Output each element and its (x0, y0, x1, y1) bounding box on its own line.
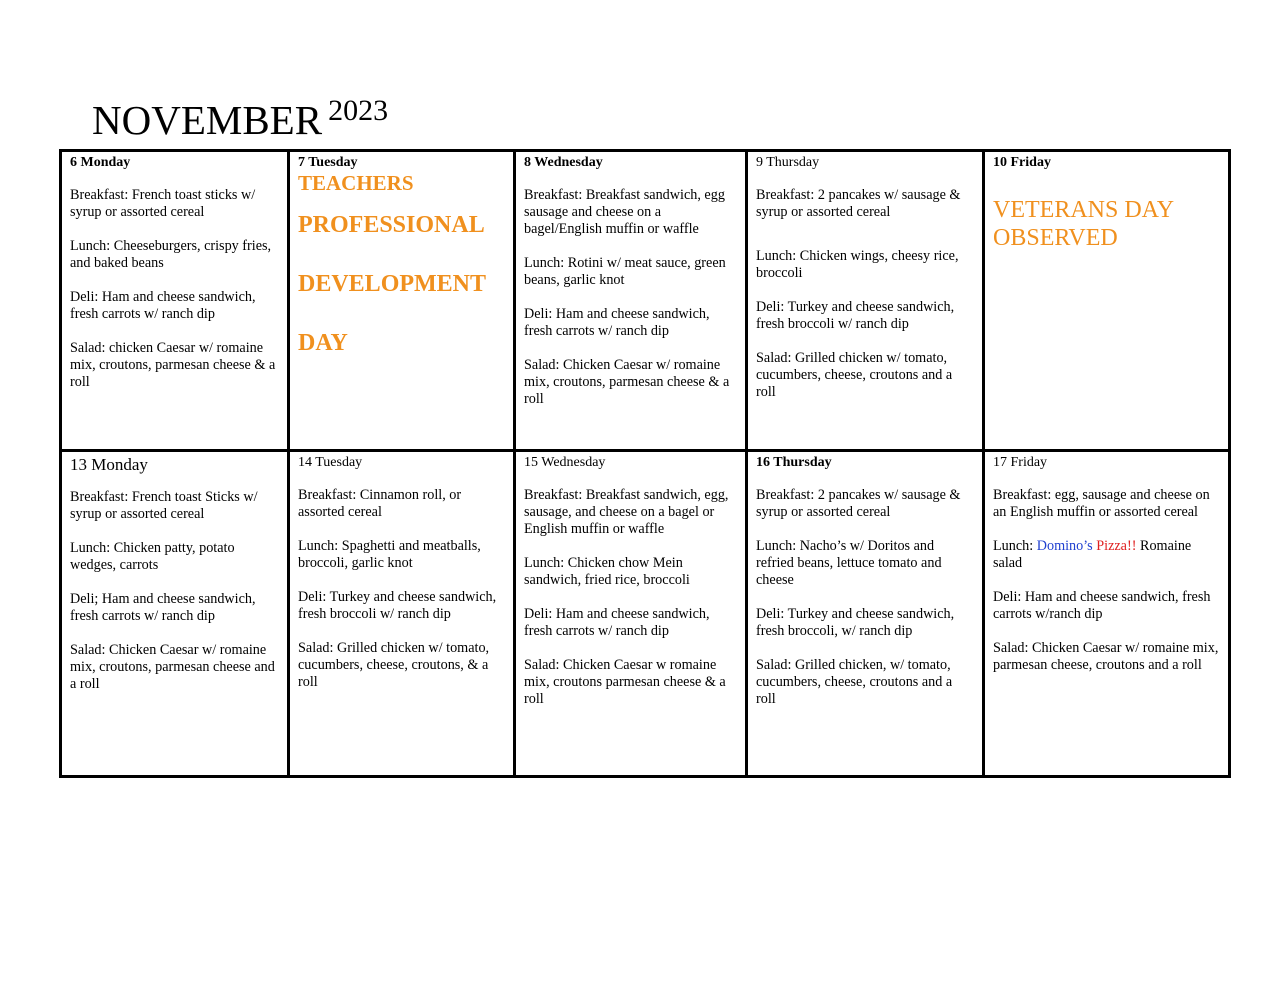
lunch-item (993, 538, 1220, 572)
dominos-label: Domino’s (1036, 538, 1093, 554)
breakfast-item: Breakfast: Cinnamon roll, or assorted cereal (298, 487, 462, 520)
event-line: VETERANS DAY (993, 197, 1175, 223)
veterans-day-notice (993, 196, 1220, 252)
week-row (61, 151, 1230, 451)
day-cell-6 (61, 151, 289, 451)
breakfast-item: Breakfast: egg, sausage and cheese on an English muffin or assorted cereal (993, 487, 1210, 520)
day-cell-16 (747, 451, 984, 777)
day-cell-8 (515, 151, 747, 451)
pizza-label: Pizza!! (1096, 538, 1137, 554)
day-header: 13 Monday (70, 455, 148, 474)
lunch-item: Lunch: Chicken patty, potato wedges, carrots (70, 540, 235, 573)
page-title (92, 94, 389, 143)
day-header: 9 Thursday (756, 155, 820, 170)
day-header: 14 Tuesday (298, 455, 363, 470)
salad-item: Salad: Grilled chicken w/ tomato, cucumbers, cheese, croutons, & a roll (298, 640, 490, 690)
week-row (61, 451, 1230, 777)
deli-item: Deli: Turkey and cheese sandwich, fresh broccoli, w/ ranch dip (756, 606, 955, 639)
breakfast-item: Breakfast: French toast sticks w/ syrup or assorted cereal (70, 187, 256, 220)
day-header: 17 Friday (993, 455, 1048, 470)
salad-item: Salad: Chicken Caesar w/ romaine mix, croutons, parmesan cheese & a roll (524, 357, 730, 407)
professional-development-notice (298, 172, 505, 357)
day-cell-9 (747, 151, 984, 451)
deli-item: Deli: Ham and cheese sandwich, fresh carrots w/ranch dip (993, 589, 1211, 622)
event-line: DEVELOPMENT (298, 271, 487, 297)
day-cell-13 (61, 451, 289, 777)
salad-item: Salad: chicken Caesar w/ romaine mix, croutons, parmesan cheese & a roll (70, 340, 276, 390)
breakfast-item: Breakfast: 2 pancakes w/ sausage & syrup or assorted cereal (756, 487, 961, 520)
salad-item: Salad: Chicken Caesar w/ romaine mix, parmesan cheese, croutons and a roll (993, 640, 1219, 673)
lunch-item: Lunch: Nacho’s w/ Doritos and refried beans, lettuce tomato and cheese (756, 538, 942, 588)
salad-item: Salad: Grilled chicken w/ tomato, cucumbers, cheese, croutons and a roll (756, 350, 953, 400)
salad-item: Salad: Chicken Caesar w romaine mix, croutons parmesan cheese & a roll (524, 657, 726, 707)
lunch-item: Lunch: Spaghetti and meatballs, broccoli, garlic knot (298, 538, 481, 571)
title-month: NOVEMBER (92, 97, 323, 143)
event-line: DAY (298, 330, 348, 356)
deli-item: Deli: Turkey and cheese sandwich, fresh broccoli w/ ranch dip (756, 299, 955, 332)
event-line: PROFESSIONAL (298, 212, 485, 238)
deli-item: Deli; Ham and cheese sandwich, fresh carrots w/ ranch dip (70, 591, 256, 624)
salad-item: Salad: Grilled chicken, w/ tomato, cucumbers, cheese, croutons and a roll (756, 657, 953, 707)
day-header: 8 Wednesday (524, 155, 603, 170)
breakfast-item: Breakfast: Breakfast sandwich, egg sausage and cheese on a bagel/English muffin or waffle (524, 187, 725, 237)
day-cell-15 (515, 451, 747, 777)
event-line: TEACHERS (298, 171, 414, 195)
day-cell-14 (289, 451, 515, 777)
deli-item: Deli: Ham and cheese sandwich, fresh carrots w/ ranch dip (524, 306, 710, 339)
lunch-item: Lunch: Rotini w/ meat sauce, green beans, garlic knot (524, 255, 726, 288)
lunch-item: Lunch: Chicken chow Mein sandwich, fried rice, broccoli (524, 555, 690, 588)
breakfast-item: Breakfast: Breakfast sandwich, egg, sausage, and cheese on a bagel or English muffin or waffle (524, 487, 729, 537)
day-cell-17 (984, 451, 1230, 777)
day-header: 15 Wednesday (524, 455, 606, 470)
deli-item: Deli: Ham and cheese sandwich, fresh carrots w/ ranch dip (70, 289, 256, 322)
day-header: 7 Tuesday (298, 155, 358, 170)
lunch-prefix: Lunch: (993, 538, 1037, 554)
lunch-item: Lunch: Cheeseburgers, crispy fries, and baked beans (70, 238, 272, 271)
day-cell-10 (984, 151, 1230, 451)
breakfast-item: Breakfast: French toast Sticks w/ syrup or assorted cereal (70, 489, 258, 522)
salad-item: Salad: Chicken Caesar w/ romaine mix, croutons, parmesan cheese and a roll (70, 642, 275, 692)
day-cell-7 (289, 151, 515, 451)
title-year: 2023 (328, 94, 389, 127)
breakfast-item: Breakfast: 2 pancakes w/ sausage & syrup or assorted cereal (756, 187, 961, 220)
day-header: 16 Thursday (756, 455, 832, 470)
day-header: 6 Monday (70, 155, 131, 170)
event-line: OBSERVED (993, 225, 1118, 251)
lunch-item: Lunch: Chicken wings, cheesy rice, broccoli (756, 248, 959, 281)
lunch-suffix: Romaine salad (993, 538, 1192, 571)
deli-item: Deli: Turkey and cheese sandwich, fresh broccoli w/ ranch dip (298, 589, 497, 622)
menu-calendar (59, 149, 1231, 778)
deli-item: Deli: Ham and cheese sandwich, fresh carrots w/ ranch dip (524, 606, 710, 639)
day-header: 10 Friday (993, 155, 1051, 170)
